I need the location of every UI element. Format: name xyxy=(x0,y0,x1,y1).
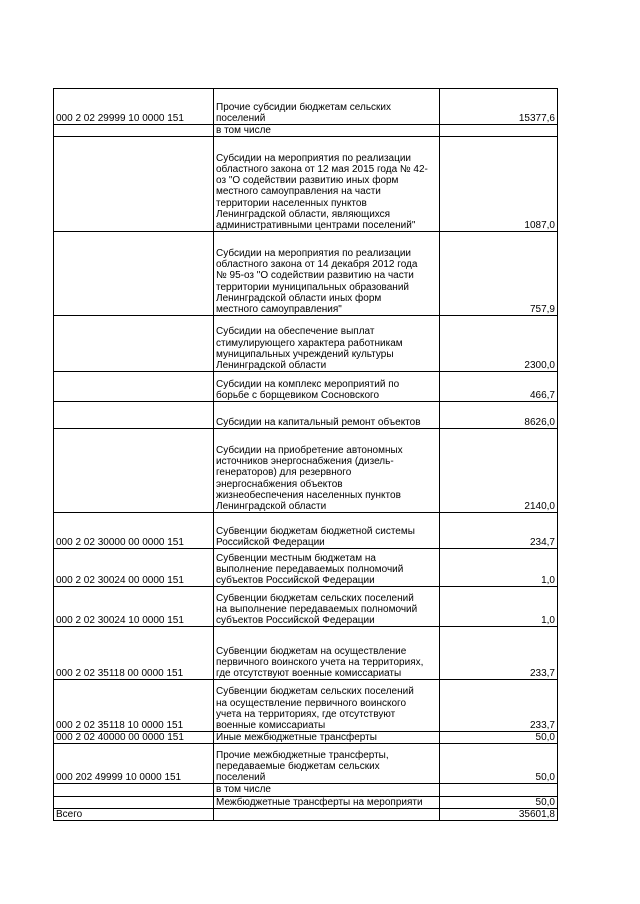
budget-code-cell: 000 2 02 30000 00 0000 151 xyxy=(54,513,214,549)
item-name-cell xyxy=(214,316,440,372)
amount-cell: 1087,0 xyxy=(440,137,558,232)
budget-code-cell: 000 2 02 35118 00 0000 151 xyxy=(54,627,214,680)
table-row xyxy=(54,125,558,137)
amount-cell: 8626,0 xyxy=(440,402,558,429)
item-name-text: Субсидии на мероприятия по реализации областного закона от 14 декабря 2012 года № 95-оз "О содействии развитию на части территории муниципальных образований Ленинградской области иных форм местного самоуправления" xyxy=(216,247,418,315)
item-name-cell xyxy=(214,125,440,137)
table-row xyxy=(54,680,558,732)
amount-cell: 466,7 xyxy=(440,372,558,402)
item-name-cell xyxy=(214,796,440,808)
amount-cell: 757,9 xyxy=(440,232,558,316)
amount-cell: 35601,8 xyxy=(440,808,558,820)
table-row xyxy=(54,372,558,402)
budget-code-cell: 000 2 02 29999 10 0000 151 xyxy=(54,89,214,125)
budget-code-cell xyxy=(54,232,214,316)
amount-cell: 50,0 xyxy=(440,732,558,744)
item-name-text: Субсидии на мероприятия по реализации областного закона от 12 мая 2015 года № 42- оз "О содействии развитию иных форм местного самоуправления на части территории населенных пунктов Ленинградской области, являющихся административными центрами поселений" xyxy=(216,152,428,231)
table-row xyxy=(54,732,558,744)
table-row xyxy=(54,429,558,513)
item-name-text: Субсидии на комплекс мероприятий по борьбе с борщевиком Сосновского xyxy=(216,378,400,401)
table-row xyxy=(54,744,558,784)
item-name-cell xyxy=(214,808,440,820)
budget-code-cell xyxy=(54,784,214,796)
table-row xyxy=(54,784,558,796)
amount-cell: 2300,0 xyxy=(440,316,558,372)
item-name-text: Субвенции бюджетам сельских поселений на выполнение передаваемых полномочий субъектов Российской Федерации xyxy=(216,592,418,626)
item-name-text: Субсидии на приобретение автономных источников энергоснабжения (дизель- генераторов) для резервного энергоснабжения объектов жизнеобеспечения населенных пунктов Ленинградской области xyxy=(216,444,403,512)
item-name-cell xyxy=(214,372,440,402)
budget-code-cell: 000 2 02 30024 00 0000 151 xyxy=(54,549,214,587)
item-name-text: Прочие субсидии бюджетам сельских поселений xyxy=(216,101,392,124)
amount-cell: 2140,0 xyxy=(440,429,558,513)
item-name-cell xyxy=(214,784,440,796)
amount-cell: 1,0 xyxy=(440,549,558,587)
budget-code-cell: 000 2 02 40000 00 0000 151 xyxy=(54,732,214,744)
table-row xyxy=(54,137,558,232)
table-row xyxy=(54,796,558,808)
amount-cell: 50,0 xyxy=(440,796,558,808)
item-name-text: в том числе xyxy=(216,784,271,796)
item-name-text: Иные межбюджетные трансферты xyxy=(216,732,377,744)
budget-table-sheet xyxy=(53,88,558,821)
budget-code-cell: 000 202 49999 10 0000 151 xyxy=(54,744,214,784)
budget-code-cell xyxy=(54,429,214,513)
budget-code-cell: 000 2 02 35118 10 0000 151 xyxy=(54,680,214,732)
table-row xyxy=(54,587,558,627)
budget-code-cell: Всего xyxy=(54,808,214,820)
item-name-text: Субвенции бюджетам сельских поселений на осуществление первичного воинского учета на территориях, где отсутствуют военные комиссариаты xyxy=(216,686,414,731)
amount-cell: 233,7 xyxy=(440,627,558,680)
item-name-cell xyxy=(214,732,440,744)
table-row xyxy=(54,89,558,125)
item-name-cell xyxy=(214,429,440,513)
table-row xyxy=(54,549,558,587)
budget-code-cell xyxy=(54,402,214,429)
item-name-cell xyxy=(214,137,440,232)
item-name-cell xyxy=(214,680,440,732)
item-name-text: Субсидии на капитальный ремонт объектов xyxy=(216,417,421,428)
item-name-cell xyxy=(214,587,440,627)
table-row xyxy=(54,232,558,316)
amount-cell: 1,0 xyxy=(440,587,558,627)
item-name-text: Субвенции бюджетам бюджетной системы Российской Федерации xyxy=(216,525,415,548)
budget-code-cell xyxy=(54,125,214,137)
item-name-cell xyxy=(214,744,440,784)
item-name-cell xyxy=(214,89,440,125)
table-row xyxy=(54,316,558,372)
item-name-text: в том числе xyxy=(216,125,271,136)
budget-table-body xyxy=(54,89,558,821)
item-name-cell xyxy=(214,627,440,680)
budget-code-cell xyxy=(54,796,214,808)
amount-cell: 50,0 xyxy=(440,744,558,784)
amount-cell xyxy=(440,125,558,137)
table-row xyxy=(54,402,558,429)
item-name-cell xyxy=(214,549,440,587)
budget-code-cell xyxy=(54,372,214,402)
budget-code-cell: 000 2 02 30024 10 0000 151 xyxy=(54,587,214,627)
amount-cell: 234,7 xyxy=(440,513,558,549)
item-name-text: Прочие межбюджетные трансферты, передаваемые бюджетам сельских поселений xyxy=(216,749,389,784)
item-name-cell xyxy=(214,232,440,316)
item-name-text: Субвенции местным бюджетам на выполнение передаваемых полномочий субъектов Российской Федерации xyxy=(216,552,404,586)
item-name-text: Межбюджетные трансферты на мероприяти xyxy=(216,796,423,808)
item-name-text: Субвенции бюджетам на осуществление первичного воинского учета на территориях, где отсутствуют военные комиссариаты xyxy=(216,645,424,679)
amount-cell: 15377,6 xyxy=(440,89,558,125)
budget-table xyxy=(53,88,558,821)
budget-code-cell xyxy=(54,137,214,232)
table-row xyxy=(54,808,558,820)
item-name-cell xyxy=(214,402,440,429)
table-row xyxy=(54,513,558,549)
item-name-text: Субсидии на обеспечение выплат стимулирующего характера работникам муниципальных учреждений культуры Ленинградской области xyxy=(216,326,403,371)
table-row xyxy=(54,627,558,680)
amount-cell xyxy=(440,784,558,796)
amount-cell: 233,7 xyxy=(440,680,558,732)
budget-code-cell xyxy=(54,316,214,372)
item-name-cell xyxy=(214,513,440,549)
